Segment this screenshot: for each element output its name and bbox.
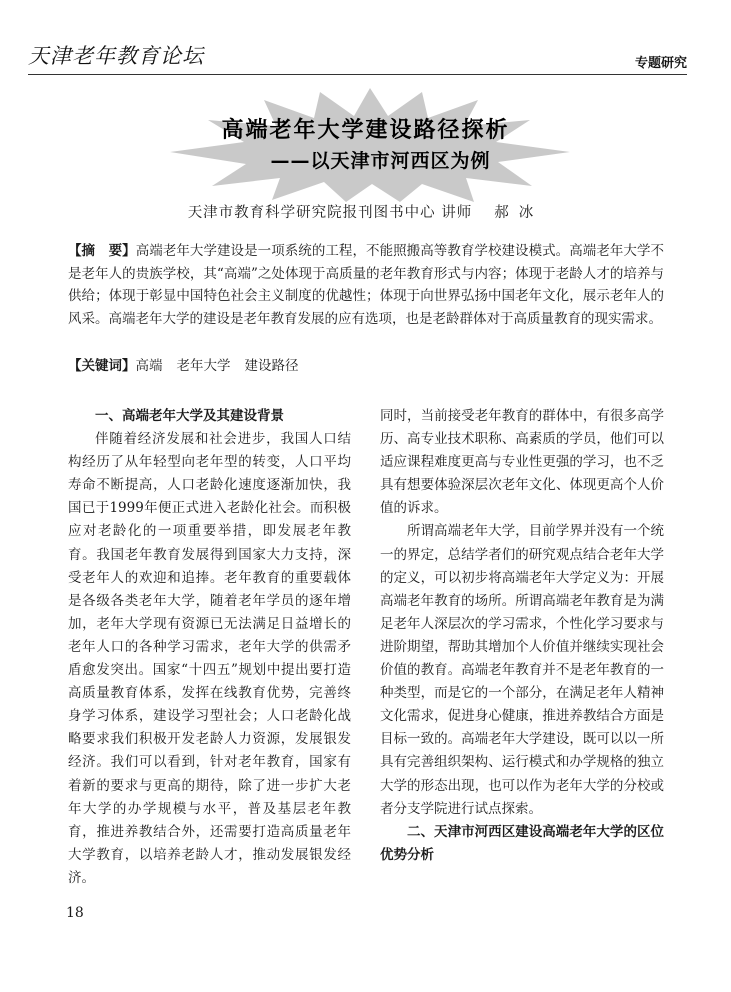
author-line: [0, 201, 731, 222]
starburst-shape: [170, 88, 570, 202]
keyword: 建设路径: [244, 358, 299, 374]
body-column-left: [68, 405, 351, 890]
page-number: 18: [66, 905, 84, 921]
section-heading-2: 二、天津市河西区建设高端老年大学的区位优势分析: [380, 823, 664, 863]
keywords-label: 【关键词】: [68, 358, 136, 374]
article-subtitle: ——以天津市河西区为例: [270, 150, 491, 172]
author-affiliation: 天津市教育科学研究院报刊图书中心 讲师: [187, 205, 473, 221]
journal-logo: 天津老年教育论坛: [28, 44, 204, 68]
body-column-right: [380, 405, 664, 867]
section-heading-1: 一、高端老年大学及其建设背景: [95, 408, 284, 424]
section-label: 专题研究: [634, 56, 687, 71]
abstract: [68, 240, 664, 330]
body-paragraph: 同时，当前接受老年教育的群体中，有很多高学历、高专业技术职称、高素质的学员，他们可以适应课程难度更高与专业性更强的学习，也不乏具有想要体验深层次老年文化、体现更高个人价值的诉求。: [380, 408, 664, 517]
keywords: [68, 355, 664, 377]
body-paragraph: 伴随着经济发展和社会进步，我国人口结构经历了从年轻型向老年型的转变，人口平均寿命不断提高，人口老龄化速度逐渐加快，我国已于1999年便正式进入老龄化社会。而积极应对老龄化的一项重要举措，即发展老年教育。我国老年教育发展得到国家大力支持，深受老年人的欢迎和追捧。老年教育的重要载体是各级各类老年大学，随着老年学员的逐年增加，老年大学现有资源已无法满足日益增长的老年人口的各种学习需求，老年大学的供需矛盾愈发突出。国家“十四五”规划中提出要打造高质量教育体系，发挥在线教育优势，完善终身学习体系，建设学习型社会；人口老龄化战略要求我们积极开发老龄人力资源，发展银发经济。我们可以看到，针对老年教育，国家有着新的要求与更高的期待，除了进一步扩大老年大学的办学规模与水平，普及基层老年教育，推进养教结合外，还需要打造高质量老年大学教育，以培养老龄人才，推动发展银发经济。: [68, 431, 351, 886]
author-name: 郝冰: [494, 205, 544, 221]
keyword: 老年大学: [176, 358, 231, 374]
abstract-text: 高端老年大学建设是一项系统的工程，不能照搬高等教育学校建设模式。高端老年大学不是老年人的贵族学校，其“高端”之处体现于高质量的老年教育形式与内容；体现于老龄人才的培养与供给；体现于彰显中国特色社会主义制度的优越性；体现于向世界弘扬中国老年文化，展示老年人的风采。高端老年大学的建设是老年教育发展的应有选项，也是老龄群体对于高质量教育的现实需求。: [68, 243, 665, 327]
header-divider: [28, 74, 687, 75]
article-title: 高端老年大学建设路径探析: [221, 118, 510, 143]
abstract-label: 【摘 要】: [68, 243, 136, 259]
body-paragraph: 所谓高端老年大学，目前学界并没有一个统一的界定，总结学者们的研究观点结合老年大学的定义，可以初步将高端老年大学定义为：开展高端老年教育的场所。所谓高端老年教育是为满足老年人深层次的学习需求，个性化学习要求与进阶期望，帮助其增加个人价值并继续实现社会价值的教育。高端老年教育并不是老年教育的一种类型，而是它的一个部分，在满足老年人精神文化需求，促进身心健康，推进养教结合方面是目标一致的。高端老年大学建设，既可以以一所具有完善组织架构、运行模式和办学规格的独立大学的形态出现，也可以作为老年大学的分校或者分支学院进行试点探索。: [380, 523, 664, 817]
title-burst-graphic: [160, 86, 580, 204]
keyword: 高端: [135, 358, 163, 374]
